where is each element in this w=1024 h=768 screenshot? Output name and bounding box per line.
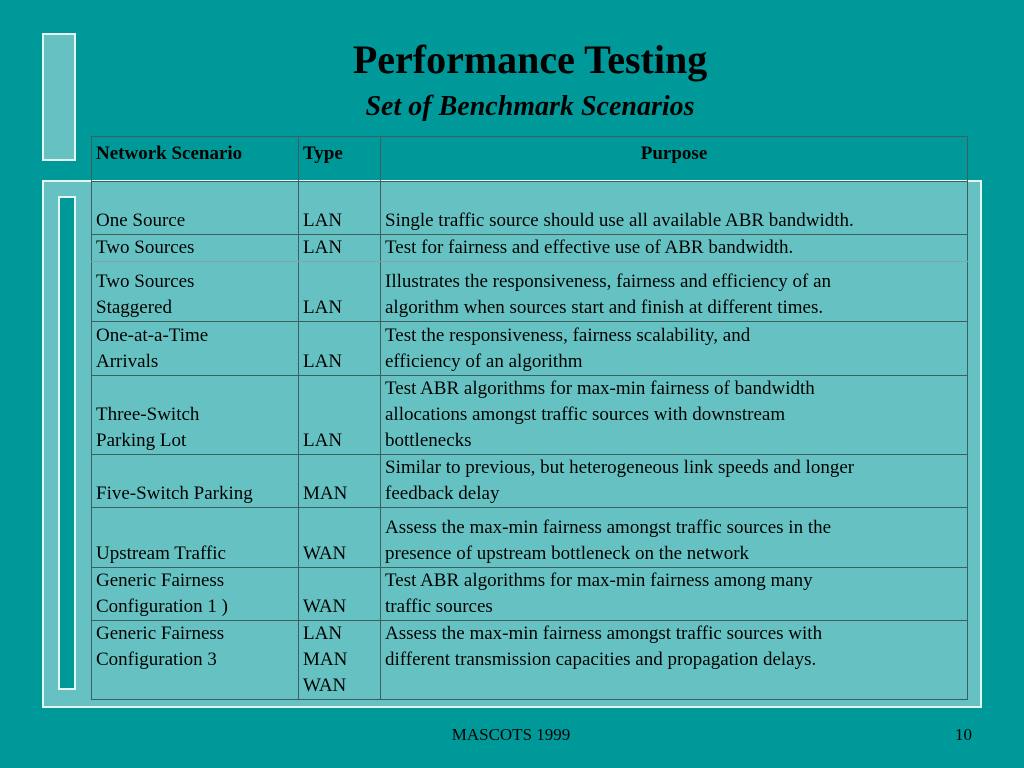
- cell-text: Five-Switch Parking: [96, 483, 253, 504]
- cell-text: MAN: [303, 483, 348, 504]
- table-row: [92, 235, 968, 262]
- cell-scenario: [92, 508, 299, 568]
- cell-purpose: [381, 621, 968, 700]
- cell-purpose: [381, 322, 968, 376]
- table-row: [92, 262, 968, 322]
- cell-text: WAN: [303, 675, 347, 696]
- cell-text: algorithm when sources start and finish at different times.: [385, 297, 824, 318]
- cell-text: Three-Switch: [96, 404, 200, 425]
- cell-purpose: [381, 262, 968, 322]
- cell-type: [299, 455, 381, 508]
- cell-purpose: [381, 376, 968, 455]
- cell-text: Parking Lot: [96, 430, 187, 451]
- cell-text: MAN: [303, 649, 348, 670]
- cell-text: WAN: [303, 543, 347, 564]
- cell-scenario: [92, 322, 299, 376]
- cell-type: [299, 262, 381, 322]
- table-row: [92, 182, 968, 235]
- cell-text: LAN: [303, 297, 343, 318]
- cell-scenario: [92, 235, 299, 262]
- cell-type: [299, 621, 381, 700]
- cell-text: traffic sources: [385, 596, 493, 617]
- cell-text: Test ABR algorithms for max-min fairness among many: [385, 570, 813, 591]
- cell-text: Illustrates the responsiveness, fairness and efficiency of an: [385, 271, 831, 292]
- cell-text: feedback delay: [385, 483, 500, 504]
- cell-text: Generic Fairness: [96, 623, 225, 644]
- cell-purpose: [381, 508, 968, 568]
- slide-subtitle: Set of Benchmark Scenarios: [365, 91, 695, 122]
- cell-text: Two Sources: [96, 271, 195, 292]
- table-row: [92, 322, 968, 376]
- cell-text: Configuration 3: [96, 649, 217, 670]
- header-purpose: Purpose: [381, 137, 968, 182]
- table-row: [92, 508, 968, 568]
- cell-text: Staggered: [96, 297, 172, 318]
- cell-type: [299, 322, 381, 376]
- cell-text: One-at-a-Time: [96, 325, 209, 346]
- cell-text: Assess the max-min fairness amongst traffic sources with: [385, 623, 823, 644]
- table-row: [92, 568, 968, 621]
- cell-purpose: [381, 568, 968, 621]
- cell-text: efficiency of an algorithm: [385, 351, 583, 372]
- cell-text: Two Sources: [96, 237, 195, 258]
- cell-text: LAN: [303, 210, 343, 231]
- cell-scenario: [92, 455, 299, 508]
- footer-page-number: 10: [955, 725, 972, 744]
- footer-conference: MASCOTS 1999: [451, 725, 571, 744]
- header-type: Type: [299, 137, 381, 182]
- cell-text: bottlenecks: [385, 430, 472, 451]
- cell-scenario: [92, 262, 299, 322]
- cell-scenario: [92, 568, 299, 621]
- cell-text: Generic Fairness: [96, 570, 225, 591]
- cell-type: [299, 508, 381, 568]
- cell-purpose: [381, 455, 968, 508]
- table-row: [92, 621, 968, 700]
- cell-text: Configuration 1 ): [96, 596, 228, 617]
- cell-type: [299, 182, 381, 235]
- cell-type: [299, 568, 381, 621]
- cell-text: WAN: [303, 596, 347, 617]
- cell-scenario: [92, 621, 299, 700]
- table-header-row: [92, 137, 968, 182]
- cell-type: [299, 235, 381, 262]
- cell-text: LAN: [303, 623, 343, 644]
- benchmark-scenarios-table: [91, 136, 968, 700]
- cell-text: LAN: [303, 351, 343, 372]
- cell-purpose: [381, 182, 968, 235]
- decorative-bar-left: [58, 196, 76, 690]
- cell-text: LAN: [303, 430, 343, 451]
- table-row: [92, 376, 968, 455]
- cell-text: Test ABR algorithms for max-min fairness of bandwidth: [385, 378, 815, 399]
- cell-text: Assess the max-min fairness amongst traffic sources in the: [385, 517, 832, 538]
- cell-text: LAN: [303, 237, 343, 258]
- cell-text: Single traffic source should use all available ABR bandwidth.: [385, 210, 854, 231]
- cell-text: presence of upstream bottleneck on the network: [385, 543, 750, 564]
- slide-title: Performance Testing: [352, 37, 708, 82]
- cell-text: One Source: [96, 210, 186, 231]
- table-row: [92, 455, 968, 508]
- cell-text: Similar to previous, but heterogeneous link speeds and longer: [385, 457, 855, 478]
- cell-text: Arrivals: [96, 351, 159, 372]
- cell-text: Test the responsiveness, fairness scalability, and: [385, 325, 751, 346]
- cell-text: Upstream Traffic: [96, 543, 226, 564]
- cell-scenario: [92, 376, 299, 455]
- header-network-scenario: Network Scenario: [92, 137, 299, 182]
- cell-scenario: [92, 182, 299, 235]
- cell-text: allocations amongst traffic sources with downstream: [385, 404, 786, 425]
- cell-type: [299, 376, 381, 455]
- cell-text: Test for fairness and effective use of ABR bandwidth.: [385, 237, 794, 258]
- cell-text: different transmission capacities and propagation delays.: [385, 649, 817, 670]
- cell-purpose: [381, 235, 968, 262]
